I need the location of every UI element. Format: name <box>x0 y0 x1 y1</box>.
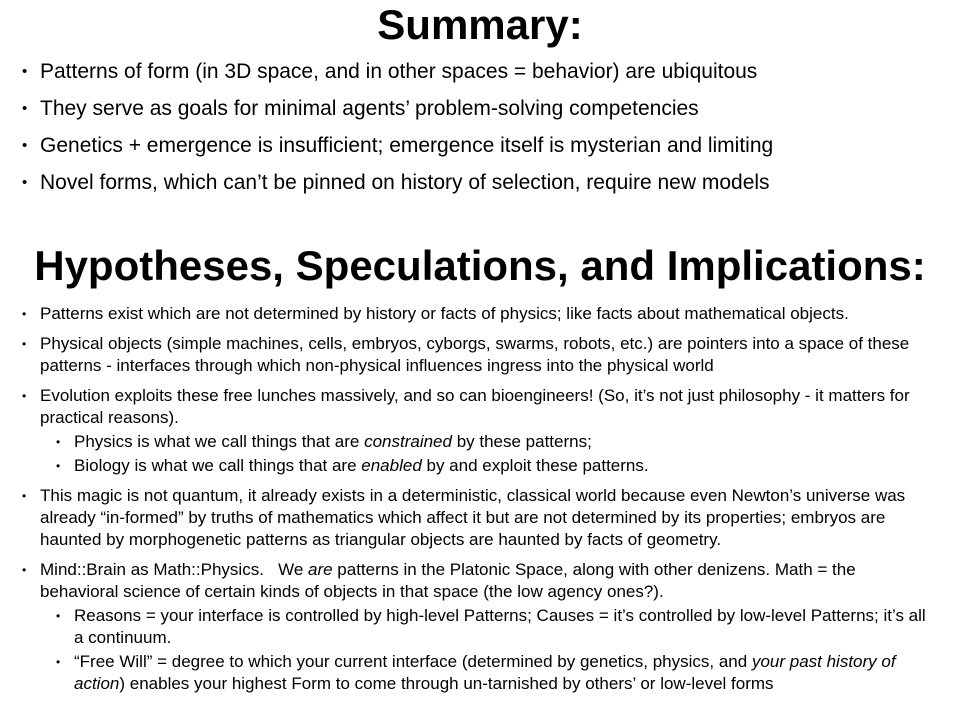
bullet-icon: • <box>22 174 28 191</box>
bullet-icon: • <box>56 655 61 669</box>
bullet-icon: • <box>22 63 28 80</box>
bullet-icon: • <box>22 489 27 503</box>
hypothesis-bullet-item <box>0 303 936 325</box>
bullet-text: Novel forms, which can’t be pinned on history of selection, require new models <box>40 171 770 194</box>
hypotheses-title: Hypotheses, Speculations, and Implications: <box>34 242 926 289</box>
bullet-text: Patterns of form (in 3D space, and in other spaces = behavior) are ubiquitous <box>40 60 758 83</box>
summary-title: Summary: <box>377 1 583 48</box>
hypothesis-sub-bullet-item <box>0 605 936 649</box>
hypothesis-bullet-item <box>0 485 936 551</box>
bullet-icon: • <box>56 459 61 473</box>
bullet-text: Physics is what we call things that are constrained by these patterns; <box>74 432 592 451</box>
bullet-icon: • <box>56 435 61 449</box>
bullet-icon: • <box>22 563 27 577</box>
bullet-text: Mind::Brain as Math::Physics. We are patterns in the Platonic Space, along with other denizens. Math = the behavioral science of certain kinds of objects in that space (the low agency ones?). <box>40 560 856 601</box>
bullet-text: “Free Will” = degree to which your current interface (determined by genetics, physics, and your past history of action) enables your highest Form to come through un-tarnished by others’ or low-level forms <box>74 652 896 693</box>
bullet-icon: • <box>22 137 28 154</box>
hypothesis-sub-bullet-item <box>0 455 936 477</box>
summary-bullet-item <box>0 59 936 85</box>
bullet-icon: • <box>22 337 27 351</box>
hypothesis-bullet-item <box>0 385 936 429</box>
summary-bullet-item <box>0 96 936 122</box>
hypothesis-bullet-item <box>0 559 936 603</box>
bullet-icon: • <box>56 609 61 623</box>
bullet-text: Patterns exist which are not determined by history or facts of physics; like facts about mathematical objects. <box>40 304 849 323</box>
bullet-text: Physical objects (simple machines, cells, embryos, cyborgs, swarms, robots, etc.) are pointers into a space of these patterns - interfaces through which non-physical influences ingress into the physical world <box>40 334 910 375</box>
bullet-icon: • <box>22 100 28 117</box>
hypothesis-bullet-item <box>0 333 936 377</box>
bullet-icon: • <box>22 307 27 321</box>
bullet-text: This magic is not quantum, it already exists in a deterministic, classical world because even Newton’s universe was already “in-formed” by truths of mathematics which affect it but are not determined by its properties; embryos are haunted by morphogenetic patterns as triangular objects are haunted by facts of geometry. <box>40 486 906 549</box>
bullet-text: They serve as goals for minimal agents’ problem-solving competencies <box>40 97 699 120</box>
summary-bullet-item <box>0 133 936 159</box>
bullet-icon: • <box>22 389 27 403</box>
bullet-text: Genetics + emergence is insufficient; emergence itself is mysterian and limiting <box>40 134 774 157</box>
hypothesis-sub-bullet-item <box>0 651 936 695</box>
bullet-text: Biology is what we call things that are enabled by and exploit these patterns. <box>74 456 649 475</box>
bullet-text: Reasons = your interface is controlled by high-level Patterns; Causes = it’s controlled by low-level Patterns; it’s all a continuum. <box>74 606 926 647</box>
summary-bullet-item <box>0 170 936 196</box>
hypothesis-sub-bullet-item <box>0 431 936 453</box>
bullet-text: Evolution exploits these free lunches massively, and so can bioengineers! (So, it’s not just philosophy - it matters for practical reasons). <box>40 386 910 427</box>
hypotheses-bullet-list <box>0 303 960 695</box>
summary-bullet-list <box>0 59 960 196</box>
